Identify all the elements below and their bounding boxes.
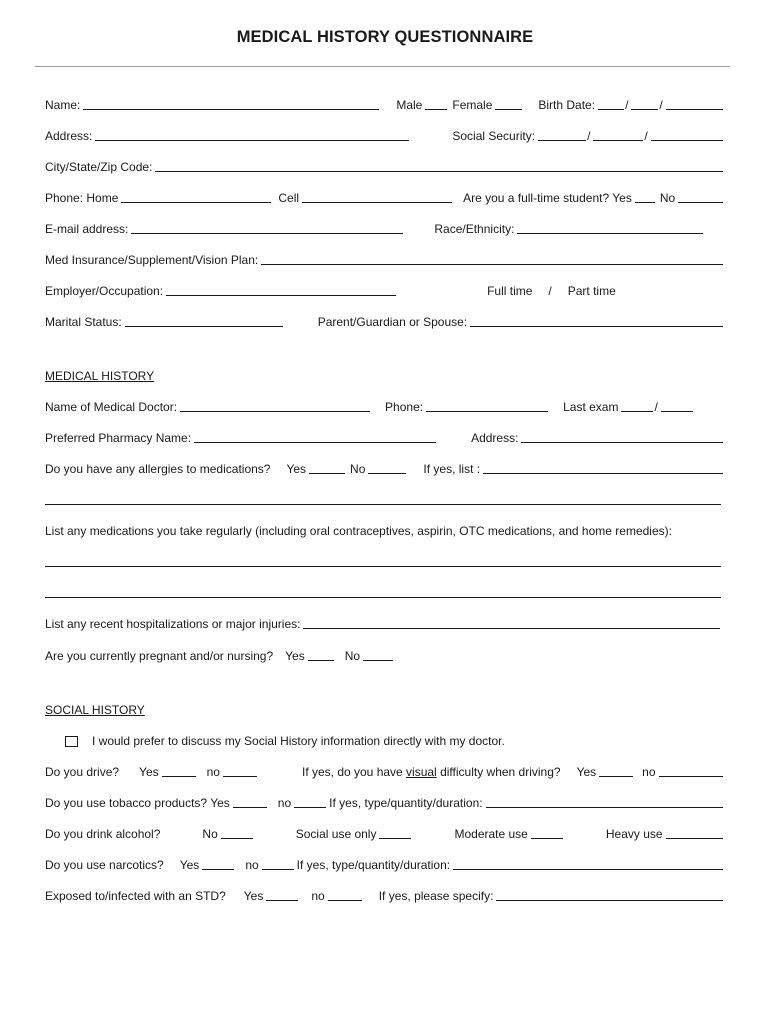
hospitalizations-field[interactable] <box>303 618 720 629</box>
email-label: E-mail address: <box>45 222 129 236</box>
pharmacy-row <box>45 427 724 445</box>
alcohol-heavy-label: Heavy use <box>605 827 663 841</box>
last-exam-month-field[interactable] <box>621 401 653 412</box>
address-row <box>45 125 724 143</box>
pregnant-yes-label: Yes <box>285 649 305 663</box>
drive-no-field[interactable] <box>223 766 257 777</box>
employment-separator: / <box>548 284 552 298</box>
doctor-field[interactable] <box>180 401 370 412</box>
allergies-list-field[interactable] <box>483 463 723 474</box>
alcohol-no-field[interactable] <box>221 828 253 839</box>
birth-year-field[interactable] <box>666 99 723 110</box>
alcohol-moderate-field[interactable] <box>531 828 563 839</box>
birth-date-label: Birth Date: <box>538 98 596 112</box>
ssn-part3-field[interactable] <box>651 130 723 141</box>
female-field[interactable] <box>495 99 522 110</box>
alcohol-social-label: Social use only <box>295 827 377 841</box>
race-field[interactable] <box>517 223 703 234</box>
insurance-row <box>45 249 724 267</box>
drive-yes-field[interactable] <box>162 766 196 777</box>
medications-line-1[interactable] <box>45 566 721 567</box>
alcohol-label: Do you drink alcohol? <box>45 827 161 841</box>
employer-label: Employer/Occupation: <box>45 284 164 298</box>
std-no-field[interactable] <box>328 890 362 901</box>
parent-field[interactable] <box>470 316 723 327</box>
allergies-no-label: No <box>350 462 366 476</box>
tobacco-row <box>45 792 724 810</box>
student-no-field[interactable] <box>678 192 723 203</box>
student-label: Are you a full-time student? Yes <box>463 191 632 205</box>
std-label: Exposed to/infected with an STD? <box>45 889 226 903</box>
alcohol-no-label: No <box>202 827 218 841</box>
narcotics-no-field[interactable] <box>262 859 294 870</box>
city-row <box>45 156 724 174</box>
narcotics-yes-field[interactable] <box>202 859 234 870</box>
employer-row <box>45 280 724 298</box>
ssn-separator: / <box>644 129 648 143</box>
male-field[interactable] <box>425 99 447 110</box>
narcotics-row <box>45 854 724 872</box>
page-title: MEDICAL HISTORY QUESTIONNAIRE <box>236 28 534 46</box>
prefer-discuss-checkbox[interactable] <box>65 736 78 747</box>
social-history-heading: SOCIAL HISTORY <box>45 703 145 717</box>
doctor-phone-field[interactable] <box>426 401 548 412</box>
drive-yes-label: Yes <box>139 765 159 779</box>
pharmacy-address-field[interactable] <box>521 432 723 443</box>
ssn-label: Social Security: <box>452 129 536 143</box>
pregnant-no-field[interactable] <box>363 650 393 661</box>
name-row <box>45 94 724 112</box>
cell-field[interactable] <box>302 192 452 203</box>
std-yes-field[interactable] <box>266 890 298 901</box>
medications-row <box>45 520 724 538</box>
date-separator: / <box>659 98 663 112</box>
date-separator: / <box>625 98 629 112</box>
drive-label: Do you drive? <box>45 765 120 779</box>
last-exam-year-field[interactable] <box>661 401 693 412</box>
pregnant-no-label: No <box>344 649 361 663</box>
insurance-field[interactable] <box>261 254 723 265</box>
visual-label-word: visual <box>406 765 437 779</box>
visual-no-field[interactable] <box>659 766 723 777</box>
hospitalizations-row <box>45 613 724 631</box>
medical-history-heading: MEDICAL HISTORY <box>45 369 155 383</box>
city-label: City/State/Zip Code: <box>45 160 153 174</box>
ssn-part2-field[interactable] <box>593 130 643 141</box>
prefer-discuss-label: I would prefer to discuss my Social History information directly with my doctor. <box>92 734 505 748</box>
female-label: Female <box>452 98 493 112</box>
narcotics-no-label: no <box>245 858 259 872</box>
medications-line-2[interactable] <box>45 597 721 598</box>
allergies-label: Do you have any allergies to medications? <box>45 462 271 476</box>
allergies-list-label: If yes, list : <box>423 462 481 476</box>
name-field[interactable] <box>83 99 379 110</box>
last-exam-label: Last exam <box>563 400 619 414</box>
exam-separator: / <box>654 400 658 414</box>
narcotics-label: Do you use narcotics? <box>45 858 164 872</box>
tobacco-label: Do you use tobacco products? Yes <box>45 796 230 810</box>
phone-row <box>45 187 724 205</box>
student-yes-field[interactable] <box>635 192 655 203</box>
visual-no-label: no <box>642 765 656 779</box>
phone-home-label: Phone: Home <box>45 191 119 205</box>
allergies-yes-field[interactable] <box>309 463 345 474</box>
medications-label: List any medications you take regularly (including oral contraceptives, aspirin, OTC medications, and home remedies): <box>45 524 672 538</box>
part-time-option[interactable]: Part time <box>567 284 616 298</box>
allergies-row <box>45 458 724 476</box>
alcohol-social-field[interactable] <box>379 828 411 839</box>
email-field[interactable] <box>131 223 403 234</box>
doctor-phone-label: Phone: <box>385 400 424 414</box>
full-time-option[interactable]: Full time <box>487 284 533 298</box>
tobacco-no-label: no <box>277 796 292 810</box>
tobacco-type-label: If yes, type/quantity/duration: <box>329 796 483 810</box>
visual-label-pre: If yes, do you have <box>301 765 407 779</box>
birth-day-field[interactable] <box>631 99 658 110</box>
narcotics-type-field[interactable] <box>453 859 723 870</box>
city-field[interactable] <box>155 161 723 172</box>
marital-field[interactable] <box>125 316 283 327</box>
parent-label: Parent/Guardian or Spouse: <box>317 315 468 329</box>
alcohol-moderate-label: Moderate use <box>454 827 528 841</box>
insurance-label: Med Insurance/Supplement/Vision Plan: <box>45 253 259 267</box>
doctor-row <box>45 396 724 414</box>
std-row <box>45 885 724 903</box>
visual-label-post: difficulty when driving? <box>436 765 561 779</box>
prefer-discuss-row <box>65 730 724 748</box>
narcotics-type-label: If yes, type/quantity/duration: <box>296 858 451 872</box>
std-yes-label: Yes <box>243 889 264 903</box>
race-label: Race/Ethnicity: <box>434 222 515 236</box>
birth-month-field[interactable] <box>598 99 624 110</box>
ssn-separator: / <box>587 129 591 143</box>
pharmacy-label: Preferred Pharmacy Name: <box>45 431 192 445</box>
alcohol-row <box>45 823 724 841</box>
narcotics-yes-label: Yes <box>179 858 200 872</box>
pharmacy-address-label: Address: <box>471 431 519 445</box>
alcohol-heavy-field[interactable] <box>666 828 723 839</box>
address-label: Address: <box>45 129 93 143</box>
allergies-yes-label: Yes <box>286 462 307 476</box>
name-label: Name: <box>45 98 81 112</box>
phone-home-field[interactable] <box>121 192 271 203</box>
tobacco-no-field[interactable] <box>294 797 326 808</box>
ssn-part1-field[interactable] <box>538 130 586 141</box>
drive-row <box>45 761 724 779</box>
cell-label: Cell <box>278 191 300 205</box>
employer-field[interactable] <box>166 285 396 296</box>
email-row <box>45 218 724 236</box>
doctor-label: Name of Medical Doctor: <box>45 400 178 414</box>
allergies-no-field[interactable] <box>368 463 406 474</box>
pharmacy-field[interactable] <box>194 432 436 443</box>
visual-yes-label: Yes <box>576 765 597 779</box>
allergies-extra-line[interactable] <box>45 504 721 505</box>
student-no-label: No <box>659 191 676 205</box>
pregnant-yes-field[interactable] <box>308 650 334 661</box>
hospitalizations-label: List any recent hospitalizations or major injuries: <box>45 617 301 631</box>
marital-row <box>45 311 724 329</box>
visual-yes-field[interactable] <box>599 766 633 777</box>
std-specify-field[interactable] <box>496 890 723 901</box>
pregnant-row <box>45 645 724 663</box>
marital-label: Marital Status: <box>45 315 122 329</box>
male-label: Male <box>396 98 423 112</box>
title-divider <box>35 66 730 67</box>
tobacco-type-field[interactable] <box>486 797 723 808</box>
std-no-label: no <box>311 889 325 903</box>
std-specify-label: If yes, please specify: <box>378 889 494 903</box>
tobacco-yes-field[interactable] <box>233 797 267 808</box>
pregnant-label: Are you currently pregnant and/or nursing? <box>45 649 274 663</box>
address-field[interactable] <box>95 130 409 141</box>
drive-no-label: no <box>206 765 220 779</box>
